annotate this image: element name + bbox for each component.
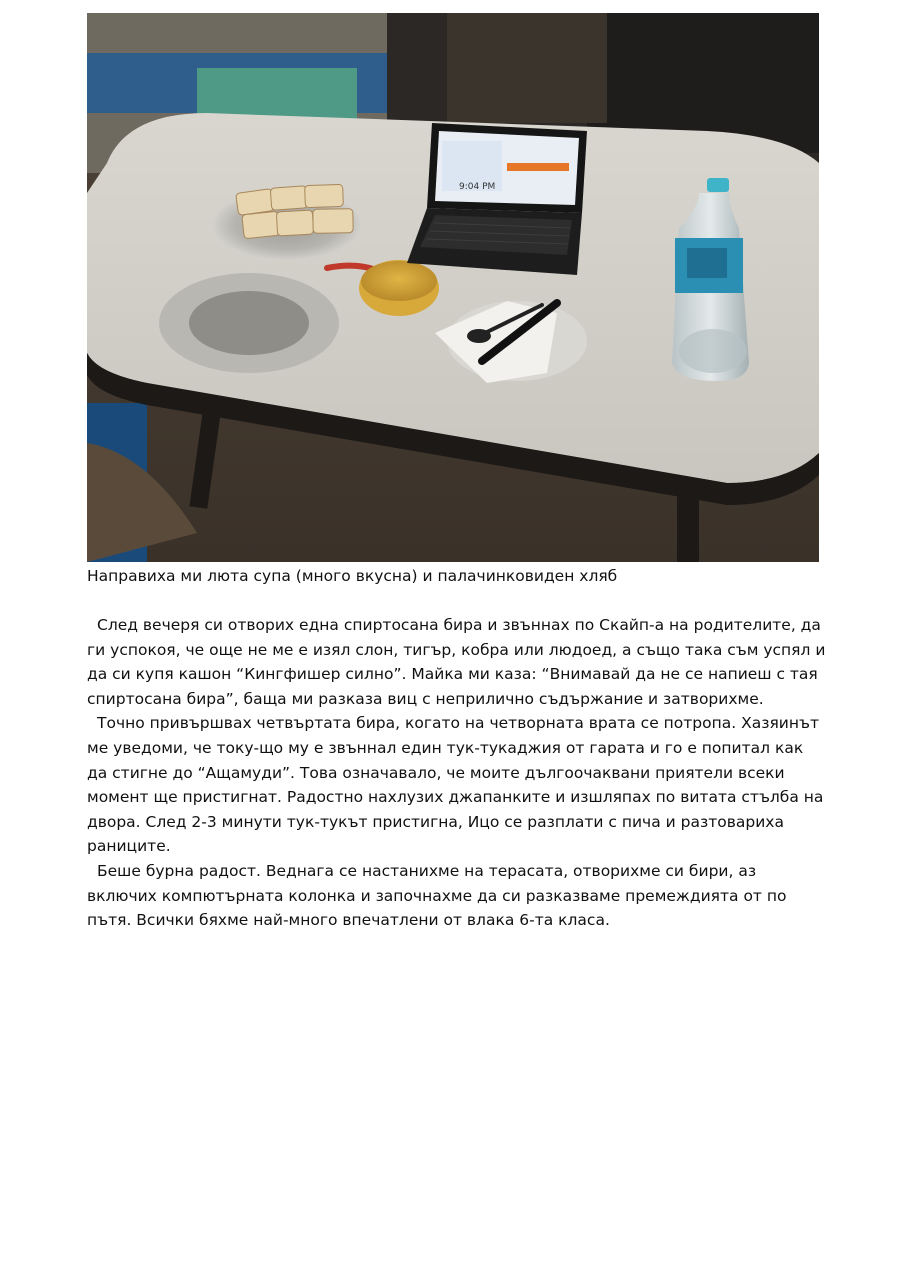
dinner-table-photo	[87, 13, 819, 562]
paragraph: Точно привършвах четвъртата бира, когато на четворната врата се потропа. Хазяинът ме уведоми, че току-що му е звъннал един тук-тукаджия от гарата и го е попитал как да стигне до “Ащамуди”. Това означавало, че моите дългоочаквани приятели всеки момент ще пристигнат. Радостно нахлузих джапанките и изшляпах по витата стълба на двора. След 2-3 минути тук-тукът пристигна, Ицо се разплати с пича и разтовариха раниците.	[87, 714, 824, 856]
article-body	[87, 613, 827, 933]
photo-illustration	[87, 13, 819, 562]
paragraph: Беше бурна радост. Веднага се настанихме на терасата, отворихме си бири, аз включих компютърната колонка и започнахме да си разказваме премеждията от по пътя. Всички бяхме най-много впечатлени от влака 6-та класа.	[87, 861, 787, 930]
paragraph: След вечеря си отворих една спиртосана бира и звъннах по Скайп-а на родителите, да ги успокоя, че още не ме е изял слон, тигър, кобра или людоед, а също така съм успял и да си купя кашон “Кингфишер силно”. Майка ми каза: “Внимавай да не се напиеш с тая спиртосана бира”, баща ми разказа виц с неприлично съдържание и затворихме.	[87, 616, 826, 708]
photo-caption: Направиха ми люта супа (много вкусна) и палачинковиден хляб	[87, 567, 618, 585]
laptop	[407, 123, 587, 275]
laptop-clock-text: 9:04 PM	[459, 182, 496, 192]
